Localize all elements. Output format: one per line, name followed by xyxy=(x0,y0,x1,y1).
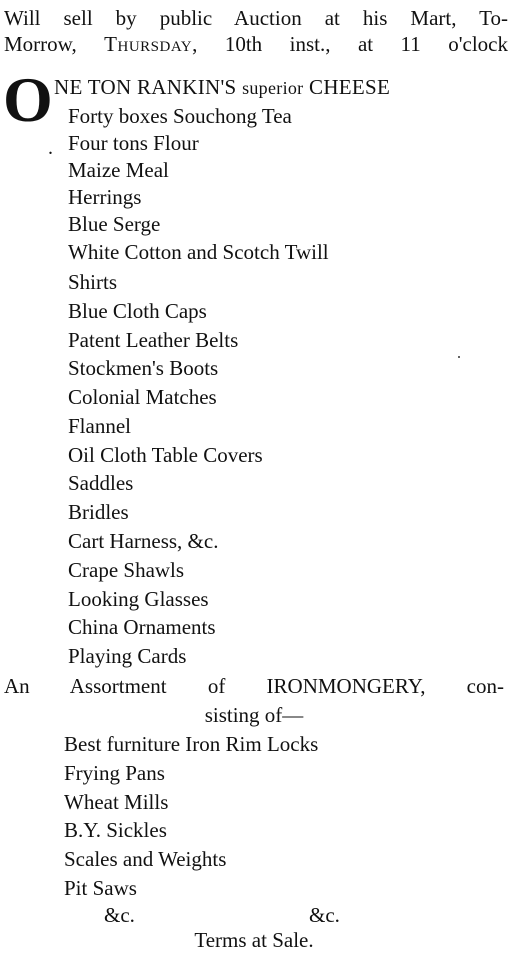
intro-line-2-end: , 10th inst., at 11 o'clock xyxy=(192,32,508,56)
list-item: Crape Shawls xyxy=(68,558,185,582)
list-item: White Cotton and Scotch Twill xyxy=(68,240,329,264)
ironmongery-item: Frying Pans xyxy=(64,761,165,785)
intro-line-2 xyxy=(4,32,508,56)
list-item: Saddles xyxy=(68,471,134,495)
list-item: China Ornaments xyxy=(68,615,216,639)
list-item: Colonial Matches xyxy=(68,385,217,409)
list-item: Herrings xyxy=(68,185,142,209)
ironmongery-item: Scales and Weights xyxy=(64,847,227,871)
list-item: Stockmen's Boots xyxy=(68,356,219,380)
headline-tail: CHEESE xyxy=(303,75,391,99)
intro-line-2-start: Morrow, xyxy=(4,32,105,56)
list-item: Maize Meal xyxy=(68,158,169,182)
list-item: Cart Harness, &c. xyxy=(68,529,219,553)
etc-right: &c. xyxy=(309,903,340,927)
list-item: Four tons Flour xyxy=(68,131,199,155)
list-item: Blue Serge xyxy=(68,212,161,236)
ironmongery-heading: An Assortment of IRONMONGERY, con- xyxy=(4,674,504,698)
headline-superior: superior xyxy=(242,78,304,98)
print-speck xyxy=(458,356,460,358)
list-item: Playing Cards xyxy=(68,644,187,668)
list-item: Patent Leather Belts xyxy=(68,328,239,352)
list-item: Oil Cloth Table Covers xyxy=(68,443,263,467)
list-item: Looking Glasses xyxy=(68,587,209,611)
etc-left: &c. xyxy=(104,903,135,927)
ironmongery-item: B.Y. Sickles xyxy=(64,818,167,842)
stray-dot: . xyxy=(48,137,53,159)
headline-main: NE TON RANKIN'S xyxy=(54,75,243,99)
list-item: Shirts xyxy=(68,270,118,294)
intro-day: Thursday xyxy=(104,32,193,56)
list-item: Bridles xyxy=(68,500,129,524)
terms-at-sale: Terms at Sale. xyxy=(194,928,314,952)
ironmongery-item: Wheat Mills xyxy=(64,790,169,814)
headline xyxy=(54,75,390,100)
ironmongery-item: Pit Saws xyxy=(64,876,137,900)
ironmongery-item: Best furniture Iron Rim Locks xyxy=(64,732,319,756)
list-item: Forty boxes Souchong Tea xyxy=(68,104,292,128)
ironmongery-consisting: sisting of— xyxy=(204,703,304,727)
intro-line-1: Will sell by public Auction at his Mart, To- xyxy=(4,6,508,30)
list-item: Blue Cloth Caps xyxy=(68,299,207,323)
drop-cap: O xyxy=(3,64,53,135)
list-item: Flannel xyxy=(68,414,131,438)
